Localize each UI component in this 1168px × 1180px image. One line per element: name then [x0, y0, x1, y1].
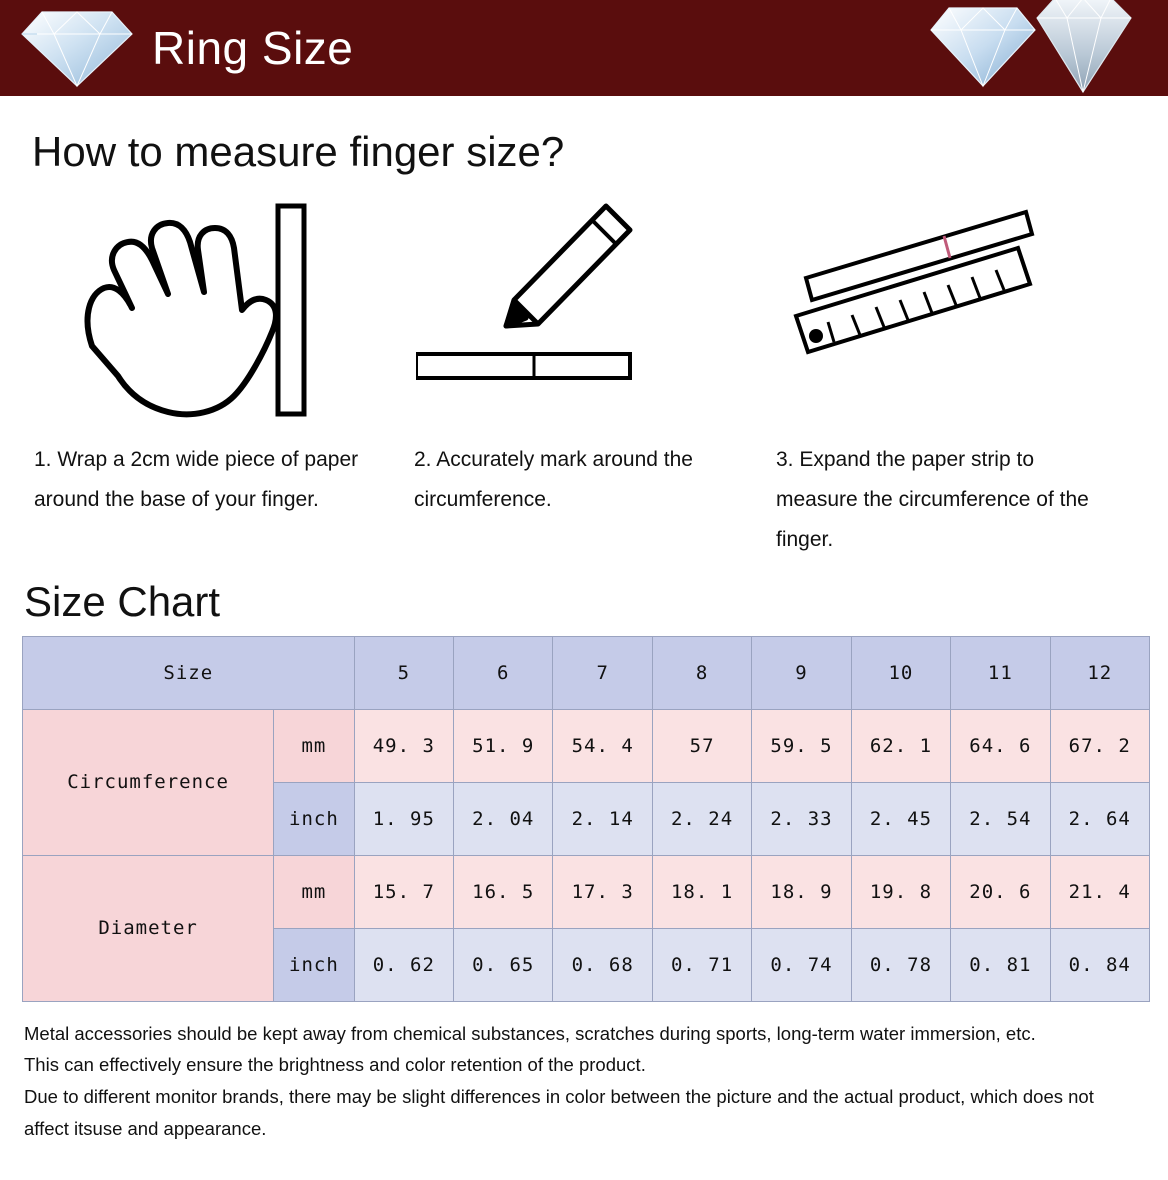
size-chart-title: Size Chart: [24, 577, 221, 625]
cell-circ-mm-11: 64. 6: [951, 709, 1050, 782]
cell-diam-inch-9: 0. 74: [752, 928, 851, 1001]
cell-circ-inch-9: 2. 33: [752, 782, 851, 855]
footnote-line-4: affect itsuse and appearance.: [24, 1118, 267, 1140]
step-3-text: 3. Expand the paper strip to measure the circumference of the finger.: [776, 448, 1089, 551]
cell-diam-inch-6: 0. 65: [454, 928, 553, 1001]
row-label-diameter: Diameter: [23, 855, 274, 1001]
cell-circ-mm-9: 59. 5: [752, 709, 851, 782]
cell-diam-mm-9: 18. 9: [752, 855, 851, 928]
cell-diam-mm-12: 21. 4: [1050, 855, 1149, 928]
page-title: Ring Size: [152, 22, 354, 74]
header-size-11: 11: [951, 636, 1050, 709]
cell-circ-inch-12: 2. 64: [1050, 782, 1149, 855]
header-size-5: 5: [354, 636, 453, 709]
cell-circ-mm-5: 49. 3: [354, 709, 453, 782]
header-size-7: 7: [553, 636, 652, 709]
footnote-line-1: Metal accessories should be kept away from chemical substances, scratches during sports, long-term water immersion, etc.: [24, 1022, 1036, 1044]
unit-circumference-inch: inch: [274, 782, 354, 855]
size-chart-table: [22, 636, 1150, 1002]
header-banner: [0, 0, 1168, 96]
measure-section-title: How to measure finger size?: [32, 128, 565, 175]
unit-diameter-inch: inch: [274, 928, 354, 1001]
cell-diam-mm-7: 17. 3: [553, 855, 652, 928]
footnotes: [24, 1018, 1144, 1145]
measure-steps-illustrations: [20, 186, 1148, 426]
cell-diam-inch-8: 0. 71: [652, 928, 751, 1001]
unit-circumference-mm: mm: [274, 709, 354, 782]
cell-circ-inch-8: 2. 24: [652, 782, 751, 855]
header-size-6: 6: [454, 636, 553, 709]
cell-diam-inch-10: 0. 78: [851, 928, 950, 1001]
row-label-circumference: Circumference: [23, 709, 274, 855]
measure-steps-captions: [20, 440, 1148, 560]
table-row: [23, 709, 1150, 782]
header-size-10: 10: [851, 636, 950, 709]
cell-diam-inch-11: 0. 81: [951, 928, 1050, 1001]
cell-circ-mm-8: 57: [652, 709, 751, 782]
cell-diam-mm-11: 20. 6: [951, 855, 1050, 928]
diamond-icon: [12, 4, 142, 92]
hand-and-paper-strip-icon: [20, 196, 384, 426]
cell-diam-mm-6: 16. 5: [454, 855, 553, 928]
cell-diam-mm-10: 19. 8: [851, 855, 950, 928]
cell-circ-inch-5: 1. 95: [354, 782, 453, 855]
content-area: [0, 128, 1168, 1145]
step-2-text: 2. Accurately mark around the circumference.: [414, 448, 693, 511]
footnote-line-2: This can effectively ensure the brightness and color retention of the product.: [24, 1054, 646, 1076]
cell-circ-mm-6: 51. 9: [454, 709, 553, 782]
cell-diam-mm-5: 15. 7: [354, 855, 453, 928]
header-size-8: 8: [652, 636, 751, 709]
cell-circ-inch-6: 2. 04: [454, 782, 553, 855]
cell-circ-inch-10: 2. 45: [851, 782, 950, 855]
step-1-text: 1. Wrap a 2cm wide piece of paper around the base of your finger.: [34, 448, 359, 511]
ruler-measuring-strip-icon: [748, 196, 1112, 426]
cell-diam-mm-8: 18. 1: [652, 855, 751, 928]
cell-diam-inch-7: 0. 68: [553, 928, 652, 1001]
table-row: [23, 855, 1150, 928]
pencil-marking-strip-icon: [384, 196, 748, 426]
cell-circ-mm-12: 67. 2: [1050, 709, 1149, 782]
footnote-line-3: Due to different monitor brands, there may be slight differences in color between the picture and the actual product, which does not: [24, 1086, 1094, 1108]
cell-diam-inch-5: 0. 62: [354, 928, 453, 1001]
cell-circ-mm-7: 54. 4: [553, 709, 652, 782]
header-size-9: 9: [752, 636, 851, 709]
cell-diam-inch-12: 0. 84: [1050, 928, 1149, 1001]
cell-circ-inch-11: 2. 54: [951, 782, 1050, 855]
cell-circ-mm-10: 62. 1: [851, 709, 950, 782]
table-header-row: [23, 636, 1150, 709]
cell-circ-inch-7: 2. 14: [553, 782, 652, 855]
diamond-pair-icon: [925, 0, 1140, 96]
header-size-12: 12: [1050, 636, 1149, 709]
header-size: Size: [23, 636, 355, 709]
unit-diameter-mm: mm: [274, 855, 354, 928]
